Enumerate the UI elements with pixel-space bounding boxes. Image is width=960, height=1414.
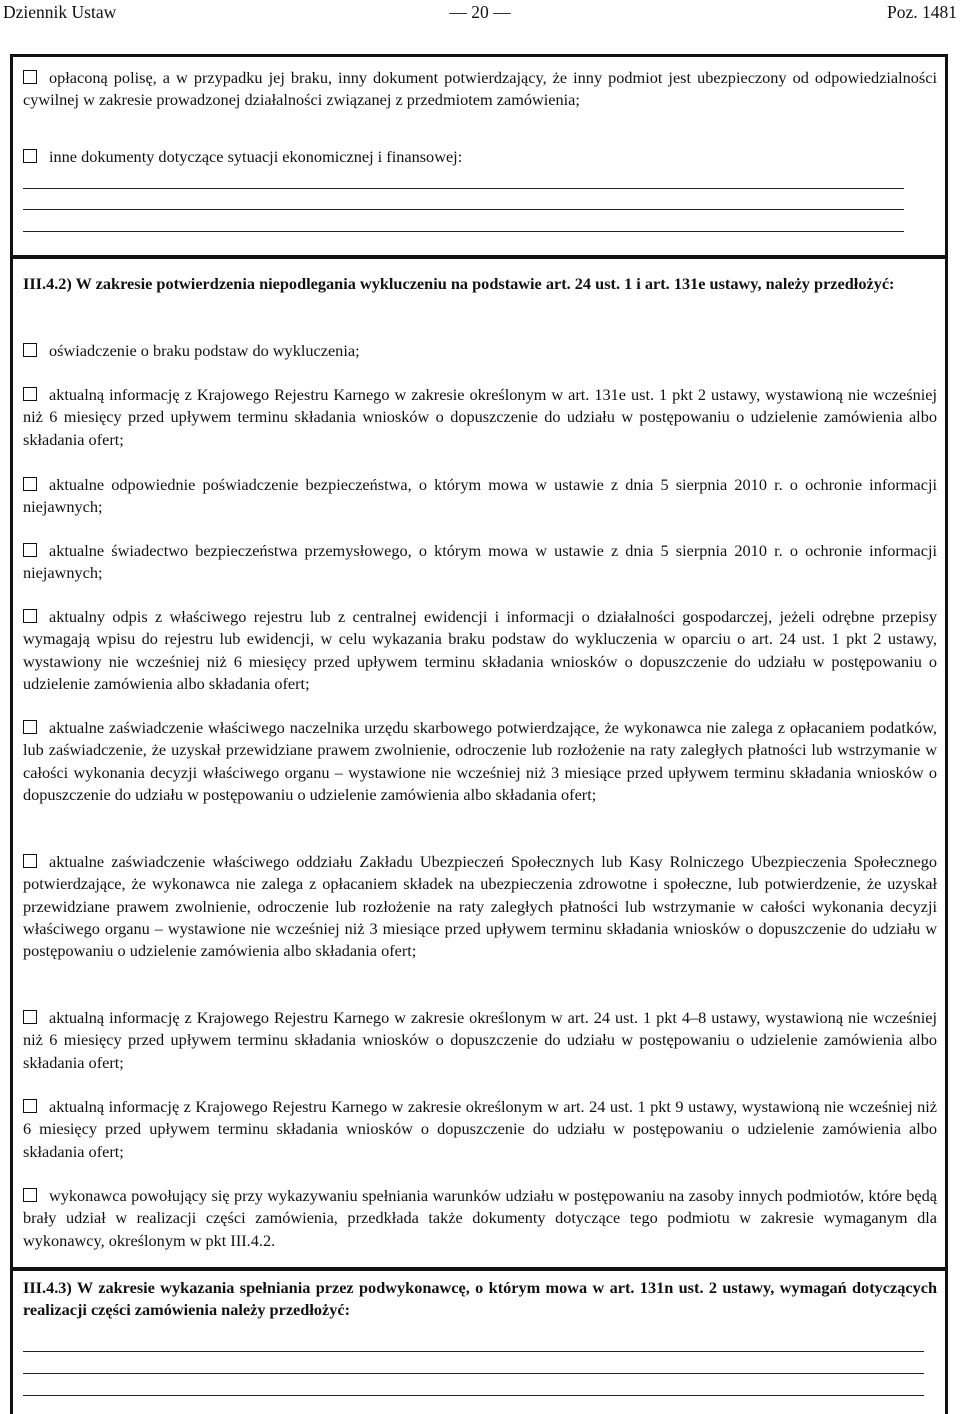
list-item-text: inne dokumenty dotyczące sytuacji ekonomicznej i finansowej: — [49, 147, 463, 166]
list-item-text: oświadczenie o braku podstaw do wykluczenia; — [49, 341, 360, 360]
checkbox[interactable] — [23, 609, 37, 623]
page-number: — 20 — — [449, 2, 511, 22]
checkbox[interactable] — [23, 343, 37, 357]
list-item-text: opłaconą polisę, a w przypadku jej braku, inny dokument potwierdzający, że inny podmiot jest ubezpieczony od odpowiedzialności cywilnej w zakresie prowadzonej działalności związanej z przedmiotem zamówienia; — [23, 68, 937, 110]
list-item — [23, 540, 937, 585]
fill-in-line[interactable] — [23, 188, 904, 189]
list-item — [23, 851, 937, 962]
checkbox[interactable] — [23, 149, 37, 163]
section-heading-iii-4-3: III.4.3) W zakresie wykazania spełniania przez podwykonawcę, o którym mowa w art. 131n ust. 2 ustawy, wymagań dotyczących realizacji części zamówienia należy przedłożyć: — [23, 1278, 937, 1320]
list-item-text: aktualny odpis z właściwego rejestru lub z centralnej ewidencji i informacji o działalności gospodarczej, jeżeli odrębne przepisy wymagają wpisu do rejestru lub ewidencji, w celu wykazania braku podstaw do wykluczenia w oparciu o art. 24 ust. 1 pkt 2 ustawy, wystawiony nie wcześniej niż 6 miesięcy przed upływem terminu składania wniosków o dopuszczenie do udziału w postępowaniu o udzielenie zamówienia albo składania ofert; — [23, 607, 937, 693]
list-item — [23, 1185, 937, 1252]
position-number: Poz. 1481 — [887, 2, 957, 22]
fill-in-line[interactable] — [23, 1373, 924, 1374]
list-item-text: aktualną informację z Krajowego Rejestru Karnego w zakresie określonym w art. 24 ust. 1 pkt 4–8 ustawy, wystawioną nie wcześniej niż 6 miesięcy przed upływem terminu składania wniosków o dopuszczenie do udziału w postępowaniu o udzielenie zamówienia albo składania ofert; — [23, 1008, 937, 1072]
checkbox[interactable] — [23, 1099, 37, 1113]
list-item — [23, 67, 937, 112]
list-item — [23, 340, 937, 362]
list-item-text: aktualną informację z Krajowego Rejestru Karnego w zakresie określonym w art. 131e ust. 1 pkt 2 ustawy, wystawioną nie wcześniej niż 6 miesięcy przed upływem terminu składania wniosków o dopuszczenie do udziału w postępowaniu o udzielenie zamówienia albo składania ofert; — [23, 385, 937, 449]
list-item — [23, 474, 937, 519]
list-item — [23, 1096, 937, 1163]
list-item-text: aktualne zaświadczenie właściwego oddziału Zakładu Ubezpieczeń Społecznych lub Kasy Rolniczego Ubezpieczenia Społecznego potwierdzające, że wykonawca nie zalega z opłacaniem składek na ubezpieczenia zdrowotne i społeczne, lub potwierdzenie, że uzyskał przewidziane prawem zwolnienie, odroczenie lub rozłożenie na raty zaległych płatności lub wstrzymanie w całości wykonania decyzji właściwego organu – wystawione nie wcześniej niż 3 miesiące przed upływem terminu składania wniosków o dopuszczenie do udziału w postępowaniu o udzielenie zamówienia albo składania ofert; — [23, 852, 937, 961]
fill-in-line[interactable] — [23, 231, 904, 232]
list-item — [23, 146, 937, 168]
list-item-text: aktualną informację z Krajowego Rejestru Karnego w zakresie określonym w art. 24 ust. 1 pkt 9 ustawy, wystawioną nie wcześniej niż 6 miesięcy przed upływem terminu składania wniosków o dopuszczenie do udziału w postępowaniu o udzielenie zamówienia albo składania ofert; — [23, 1097, 937, 1161]
list-item — [23, 384, 937, 451]
checkbox[interactable] — [23, 477, 37, 491]
list-item-text: aktualne odpowiednie poświadczenie bezpieczeństwa, o którym mowa w ustawie z dnia 5 sierpnia 2010 r. o ochronie informacji niejawnych; — [23, 475, 937, 517]
list-item — [23, 606, 937, 695]
list-item-text: aktualne zaświadczenie właściwego naczelnika urzędu skarbowego potwierdzające, że wykonawca nie zalega z opłacaniem podatków, lub zaświadczenie, że uzyskał przewidziane prawem zwolnienie, odroczenie lub rozłożenie na raty zaległych płatności lub wstrzymanie w całości wykonania decyzji właściwego organu – wystawione nie wcześniej niż 3 miesiące przed upływem terminu składania wniosków o dopuszczenie do udziału w postępowaniu o udzielenie zamówienia albo składania ofert; — [23, 718, 937, 804]
list-item-text: aktualne świadectwo bezpieczeństwa przemysłowego, o którym mowa w ustawie z dnia 5 sierpnia 2010 r. o ochronie informacji niejawnych; — [23, 541, 937, 583]
checkbox[interactable] — [23, 1010, 37, 1024]
fill-in-line[interactable] — [23, 1395, 924, 1396]
checkbox[interactable] — [23, 854, 37, 868]
checkbox[interactable] — [23, 720, 37, 734]
checkbox[interactable] — [23, 1188, 37, 1202]
list-item-text: wykonawca powołujący się przy wykazywaniu spełniania warunków udziału w postępowaniu na zasoby innych podmiotów, które będą brały udział w realizacji części zamówienia, przedkłada także dokumenty dotyczące tego podmiotu w zakresie wymaganym dla wykonawcy, określonym w pkt III.4.2. — [23, 1186, 937, 1250]
page-header — [0, 0, 960, 26]
checkbox[interactable] — [23, 387, 37, 401]
fill-in-line[interactable] — [23, 209, 904, 210]
checkbox[interactable] — [23, 543, 37, 557]
list-item — [23, 717, 937, 806]
checkbox[interactable] — [23, 70, 37, 84]
fill-in-line[interactable] — [23, 1351, 924, 1352]
journal-title: Dziennik Ustaw — [3, 2, 117, 22]
list-item — [23, 1007, 937, 1074]
section-heading-iii-4-2: III.4.2) W zakresie potwierdzenia niepodlegania wykluczeniu na podstawie art. 24 ust. 1 i art. 131e ustawy, należy przedłożyć: — [23, 274, 895, 293]
